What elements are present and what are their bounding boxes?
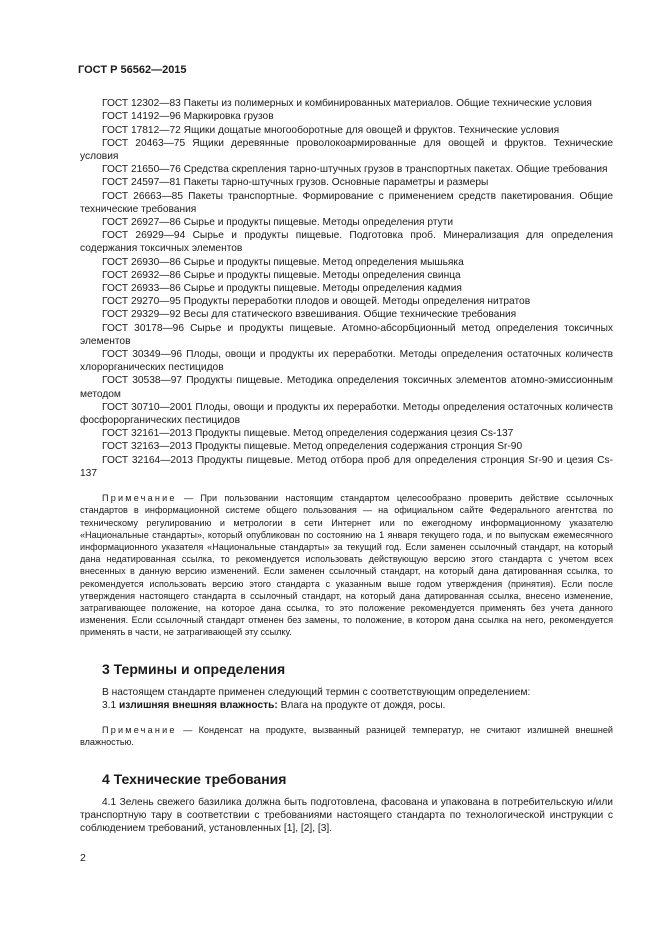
note-label: Примечание	[102, 493, 177, 504]
note-text: — При пользовании настоящим стандартом целесообразно проверить действие ссылочных стандартов в информационной системе общего пользования — на официальном сайте Федерального агентства по техническому регулированию и метрологии в сети Интернет или по ежегодному информационному указателю «Национальные стандарты», который опубликован по состоянию на 1 января текущего года, и по выпускам ежемесячного информационного указателя «Национальные стандарты» за текущий год. Если заменен ссылочный стандарт, на который дана недатированная ссылка, то рекомендуется использовать действующую версию этого стандарта с учетом всех внесенных в данную версию изменений. Если заменен ссылочный стандарт, на который дана датированная ссылка, то рекомендуется использовать версию этого стандарта с указанным выше годом утверждения (принятия). Если после утверждения настоящего стандарта в ссылочный стандарт, на который дана датированная ссылка, внесено изменение, затрагивающее положение, на которое дана ссылка, то это положение рекомендуется применять без учета данного изменения. Если ссылочный стандарт отменен без замены, то положение, в котором дана ссылка на него, рекомендуется применять в части, не затрагивающей эту ссылку.	[80, 493, 614, 638]
reference-item: ГОСТ 12302—83 Пакеты из полимерных и комбинированных материалов. Общие технические условия	[102, 98, 592, 110]
term-number: 3.1	[102, 699, 117, 711]
reference-item: ГОСТ 32164—2013 Продукты пищевые. Метод отбора проб для определения стронция Sr-90 и цезия Cs-137	[80, 454, 613, 479]
section-3-title: 3 Термины и определения	[102, 660, 286, 677]
reference-item: ГОСТ 30710—2001 Плоды, овощи и продукты их переработки. Методы определения остаточных количеств фосфорорганических пестицидов	[80, 401, 613, 427]
reference-item: ГОСТ 29270—95 Продукты переработки плодов и овощей. Методы определения нитратов	[102, 296, 531, 308]
reference-item: ГОСТ 20463—75 Ящики деревянные проволокоармированные для овощей и фруктов. Технические условия	[80, 137, 613, 163]
document-header: ГОСТ Р 56562—2015	[78, 64, 187, 76]
reference-item: ГОСТ 26930—86 Сырье и продукты пищевые. Метод определения мышьяка	[102, 256, 464, 268]
section-4-title: 4 Технические требования	[102, 770, 287, 787]
reference-item: ГОСТ 30178—96 Сырье и продукты пищевые. Атомно-абсорбционный метод определения токсичных элементов	[80, 322, 613, 347]
reference-item: ГОСТ 26932—86 Сырье и продукты пищевые. Методы определения свинца	[102, 269, 461, 281]
reference-item: ГОСТ 14192—96 Маркировка грузов	[102, 111, 274, 123]
paragraph-4-1: 4.1 Зелень свежего базилика должна быть подготовлена, фасована и упакована в потребительскую и/или транспортную тару в соответствии с требованиями настоящего стандарта по технологической инструкции с соблюдением требований, установленных [1], [2], [3].	[80, 796, 613, 835]
reference-item: ГОСТ 30538—97 Продукты пищевые. Методика определения токсичных элементов атомно-эмиссионным методом	[80, 375, 613, 400]
term-note-label: Примечание	[102, 725, 177, 736]
term-definition-text: Влага на продукте от дождя, росы.	[280, 699, 446, 711]
reference-item: ГОСТ 21650—76 Средства скрепления тарно-штучных грузов в транспортных пакетах. Общие требования	[102, 164, 608, 176]
reference-item: ГОСТ 26933—86 Сырье и продукты пищевые. Методы определения кадмия	[102, 283, 462, 295]
reference-item: ГОСТ 26663—85 Пакеты транспортные. Формирование с применением средств пакетирования. Общие технические требования	[80, 190, 613, 215]
reference-item: ГОСТ 30349—96 Плоды, овощи и продукты их переработки. Методы определения остаточных количеств хлорорганических пестицидов	[80, 349, 613, 374]
section-3-intro: В настоящем стандарте применен следующий термин с соответствующим определением:	[102, 686, 531, 698]
reference-item: ГОСТ 26929—94 Сырье и продукты пищевые. Подготовка проб. Минерализация для определения содержания токсичных элементов	[80, 230, 613, 255]
page-number: 2	[80, 852, 86, 864]
term-name: излишняя внешняя влажность:	[119, 699, 278, 711]
term-note-text: — Конденсат на продукте, вызванный разницей температур, не считают излишней внешней влажностью.	[80, 725, 613, 748]
term-note	[80, 724, 613, 748]
references-note	[80, 492, 613, 638]
reference-item: ГОСТ 32161—2013 Продукты пищевые. Метод определения содержания цезия Cs-137	[102, 428, 514, 440]
reference-item: ГОСТ 17812—72 Ящики дощатые многооборотные для овощей и фруктов. Технические условия	[102, 124, 560, 136]
reference-item: ГОСТ 24597—81 Пакеты тарно-штучных грузов. Основные параметры и размеры	[102, 177, 489, 189]
reference-item: ГОСТ 32163—2013 Продукты пищевые. Метод определения содержания стронция Sr-90	[102, 441, 523, 453]
normative-references-list	[80, 97, 613, 480]
term-definition	[80, 699, 613, 712]
reference-item: ГОСТ 26927—86 Сырье и продукты пищевые. Методы определения ртути	[102, 217, 454, 229]
reference-item: ГОСТ 29329—92 Весы для статического взвешивания. Общие технические требования	[102, 309, 517, 321]
